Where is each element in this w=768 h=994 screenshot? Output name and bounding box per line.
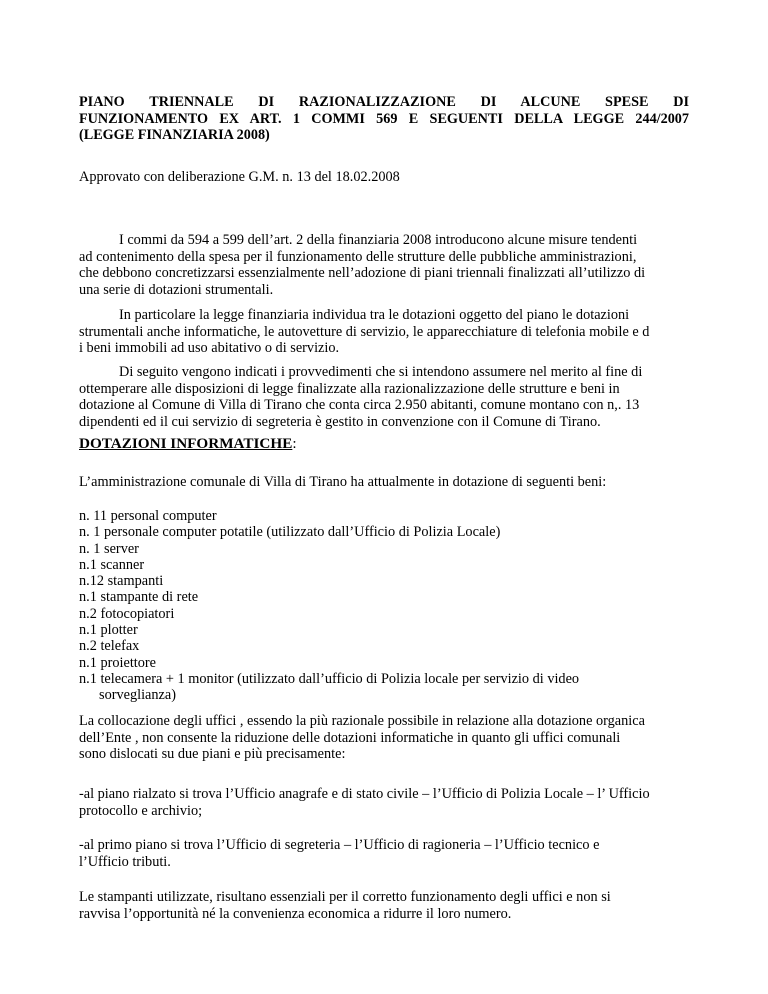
- paragraph-dotazioni: [79, 307, 691, 357]
- list-item-continuation: sorveglianza): [99, 687, 177, 704]
- paragraph-line: strumentali anche informatiche, le autovetture di servizio, le apparecchiature di telefonia mobile e d: [79, 323, 650, 340]
- list-item: n.1 proiettore: [79, 654, 157, 671]
- paragraph-line: I commi da 594 a 599 dell’art. 2 della finanziaria 2008 introducono alcune misure tendenti: [119, 232, 638, 248]
- equipment-intro: L’amministrazione comunale di Villa di Tirano ha attualmente in dotazione di seguenti beni:: [79, 474, 607, 490]
- paragraph-line: -al piano rialzato si trova l’Ufficio anagrafe e di stato civile – l’Ufficio di Polizia Locale – l’ Ufficio: [79, 786, 650, 802]
- paragraph-piano-rialzato: [79, 786, 691, 819]
- list-item: n. 1 personale computer potatile (utilizzato dall’Ufficio di Polizia Locale): [79, 524, 501, 541]
- paragraph-line: dipendenti ed il cui servizio di segreteria è gestito in convenzione con il Comune di Tirano.: [79, 413, 601, 430]
- paragraph-line: -al primo piano si trova l’Ufficio di segreteria – l’Ufficio di ragioneria – l’Ufficio tecnico e: [79, 837, 600, 853]
- list-item: n.1 telecamera + 1 monitor (utilizzato dall’ufficio di Polizia locale per servizio di video: [79, 670, 580, 687]
- paragraph-primo-piano: [79, 837, 691, 870]
- paragraph-line: La collocazione degli uffici , essendo la più razionale possibile in relazione alla dotazione organica: [79, 713, 645, 729]
- list-item: n.2 fotocopiatori: [79, 605, 175, 622]
- document-title: [79, 94, 689, 144]
- paragraph-stampanti: [79, 889, 691, 922]
- paragraph-line: dotazione al Comune di Villa di Tirano che conta circa 2.950 abitanti, comune montano con n,. 13: [79, 397, 640, 413]
- title-line-2: FUNZIONAMENTO EX ART. 1 COMMI 569 E SEGUENTI DELLA LEGGE 244/2007: [79, 110, 689, 127]
- title-line-3: (LEGGE FINANZIARIA 2008): [79, 127, 270, 144]
- list-item: n. 11 personal computer: [79, 508, 217, 524]
- list-item: n.1 plotter: [79, 622, 138, 639]
- section-heading-colon: :: [292, 435, 297, 452]
- paragraph-line: Le stampanti utilizzate, risultano essenziali per il corretto funzionamento degli uffici e non si: [79, 889, 611, 905]
- paragraph-intro-commi: [79, 232, 691, 298]
- paragraph-line: ravvisa l’opportunità né la convenienza economica a ridurre il loro numero.: [79, 905, 512, 922]
- paragraph-line: una serie di dotazioni strumentali.: [79, 281, 274, 298]
- paragraph-collocazione-uffici: [79, 713, 691, 763]
- paragraph-line: i beni immobili ad uso abitativo o di servizio.: [79, 340, 340, 356]
- paragraph-line: l’Ufficio tributi.: [79, 853, 171, 870]
- list-item: n.1 scanner: [79, 556, 145, 573]
- paragraph-line: In particolare la legge finanziaria individua tra le dotazioni oggetto del piano le dotazioni: [119, 307, 630, 323]
- list-item: n. 1 server: [79, 540, 139, 557]
- approval-note: Approvato con deliberazione G.M. n. 13 del 18.02.2008: [79, 169, 400, 185]
- paragraph-line: Di seguito vengono indicati i provvedimenti che si intendono assumere nel merito al fine di: [119, 364, 643, 380]
- list-item: n.2 telefax: [79, 638, 140, 655]
- equipment-list: [79, 508, 579, 704]
- title-line-1: PIANO TRIENNALE DI RAZIONALIZZAZIONE DI ALCUNE SPESE DI: [79, 94, 689, 110]
- paragraph-line: che debbono concretizzarsi essenzialmente nell’adozione di piani triennali finalizzati all’utilizzo di: [79, 265, 646, 281]
- paragraph-line: dell’Ente , non consente la riduzione delle dotazioni informatiche in quanto gli uffici comunali: [79, 729, 621, 746]
- section-heading-text: DOTAZIONI INFORMATICHE: [79, 435, 293, 452]
- paragraph-provvedimenti: [79, 364, 691, 430]
- list-item: n.12 stampanti: [79, 573, 164, 590]
- section-heading-dotazioni-informatiche: [79, 436, 297, 453]
- paragraph-line: protocollo e archivio;: [79, 802, 203, 819]
- paragraph-line: ottemperare alle disposizioni di legge finalizzate alla razionalizzazione delle strutture e beni in: [79, 380, 620, 397]
- paragraph-line: ad contenimento della spesa per il funzionamento delle strutture delle pubbliche amministrazioni,: [79, 248, 637, 265]
- paragraph-line: sono dislocati su due piani e più precisamente:: [79, 746, 346, 762]
- list-item: n.1 stampante di rete: [79, 589, 199, 606]
